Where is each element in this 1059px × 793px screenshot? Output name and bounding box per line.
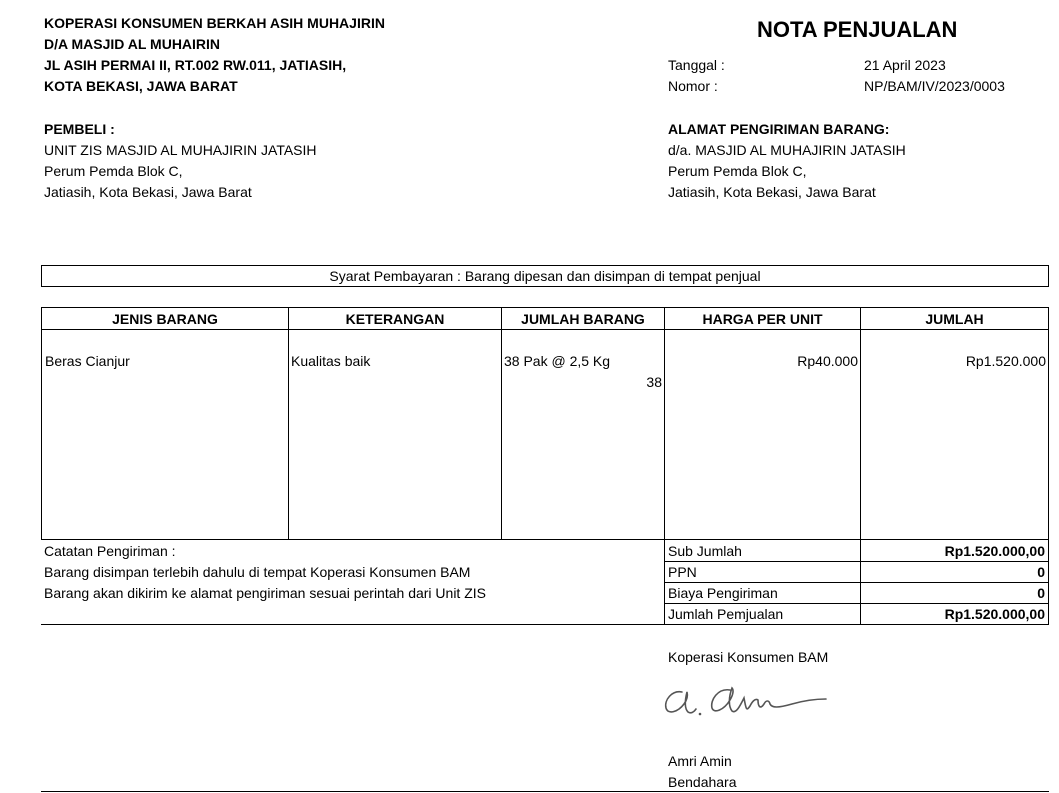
buyer-line2: Perum Pemda Blok C, — [44, 163, 183, 179]
shipping-cost-label: Biaya Pengiriman — [668, 585, 778, 601]
total-value: Rp1.520.000,00 — [944, 606, 1045, 622]
shipping-line2: Perum Pemda Blok C, — [668, 163, 807, 179]
notes-line1: Barang disimpan terlebih dahulu di tempat Koperasi Konsumen BAM — [44, 564, 471, 580]
total-label: Jumlah Pemjualan — [668, 606, 784, 622]
page-bottom-line — [41, 791, 1049, 792]
buyer-line3: Jatiasih, Kota Bekasi, Jawa Barat — [44, 184, 252, 200]
totals-row-divider — [664, 561, 1049, 562]
totals-row-divider — [664, 603, 1049, 604]
buyer-heading: PEMBELI : — [44, 121, 115, 137]
shipping-heading: ALAMAT PENGIRIMAN BARANG: — [668, 121, 890, 137]
signature-org: Koperasi Konsumen BAM — [668, 649, 829, 665]
payment-terms: Syarat Pembayaran : Barang dipesan dan disimpan di tempat penjual — [329, 268, 761, 284]
seller-address-line2: KOTA BEKASI, JAWA BARAT — [44, 78, 238, 94]
date-label: Tanggal : — [668, 57, 725, 73]
table-col-divider — [288, 307, 289, 540]
shipping-line3: Jatiasih, Kota Bekasi, Jawa Barat — [668, 184, 876, 200]
buyer-line1: UNIT ZIS MASJID AL MUHAJIRIN JATASIH — [44, 142, 317, 158]
shipping-line1: d/a. MASJID AL MUHAJIRIN JATASIH — [668, 142, 906, 158]
subtotal-label: Sub Jumlah — [668, 543, 742, 559]
shipping-cost-value: 0 — [1037, 585, 1045, 601]
number-value: NP/BAM/IV/2023/0003 — [864, 78, 1005, 94]
notes-heading: Catatan Pengiriman : — [44, 543, 176, 559]
table-col-divider — [664, 307, 665, 540]
seller-address-line1: JL ASIH PERMAI II, RT.002 RW.011, JATIASIH, — [44, 57, 347, 73]
table-col-divider — [860, 307, 861, 540]
ppn-label: PPN — [668, 564, 697, 580]
items-table — [41, 307, 1049, 540]
header-jumlah: JUMLAH — [925, 311, 984, 327]
signature-role: Bendahara — [668, 774, 737, 790]
table-col-divider — [501, 307, 502, 540]
row-unit-price: Rp40.000 — [797, 353, 858, 369]
row-quantity-text: 38 Pak @ 2,5 Kg — [504, 353, 611, 369]
row-item: Beras Cianjur — [45, 353, 130, 369]
signature-image — [660, 678, 835, 726]
header-jenis-barang: JENIS BARANG — [112, 311, 218, 327]
payment-terms-box — [41, 265, 1049, 287]
subtotal-value: Rp1.520.000,00 — [944, 543, 1045, 559]
document-title: NOTA PENJUALAN — [757, 17, 958, 42]
totals-row-divider — [664, 582, 1049, 583]
notes-line2: Barang akan dikirim ke alamat pengiriman sesuai perintah dari Unit ZIS — [44, 585, 486, 601]
header-jumlah-barang: JUMLAH BARANG — [521, 311, 645, 327]
signature-name: Amri Amin — [668, 753, 732, 769]
seller-care-of: D/A MASJID AL MUHAIRIN — [44, 36, 221, 52]
date-value: 21 April 2023 — [864, 57, 946, 73]
totals-bottom-line — [41, 624, 1049, 625]
number-label: Nomor : — [668, 78, 718, 94]
row-quantity-number: 38 — [646, 374, 662, 390]
row-amount: Rp1.520.000 — [965, 353, 1046, 369]
seller-name: KOPERASI KONSUMEN BERKAH ASIH MUHAJIRIN — [44, 15, 385, 31]
row-description: Kualitas baik — [291, 353, 371, 369]
table-header-divider — [41, 329, 1049, 330]
ppn-value: 0 — [1037, 564, 1045, 580]
header-harga-per-unit: HARGA PER UNIT — [702, 311, 823, 327]
header-keterangan: KETERANGAN — [345, 311, 445, 327]
